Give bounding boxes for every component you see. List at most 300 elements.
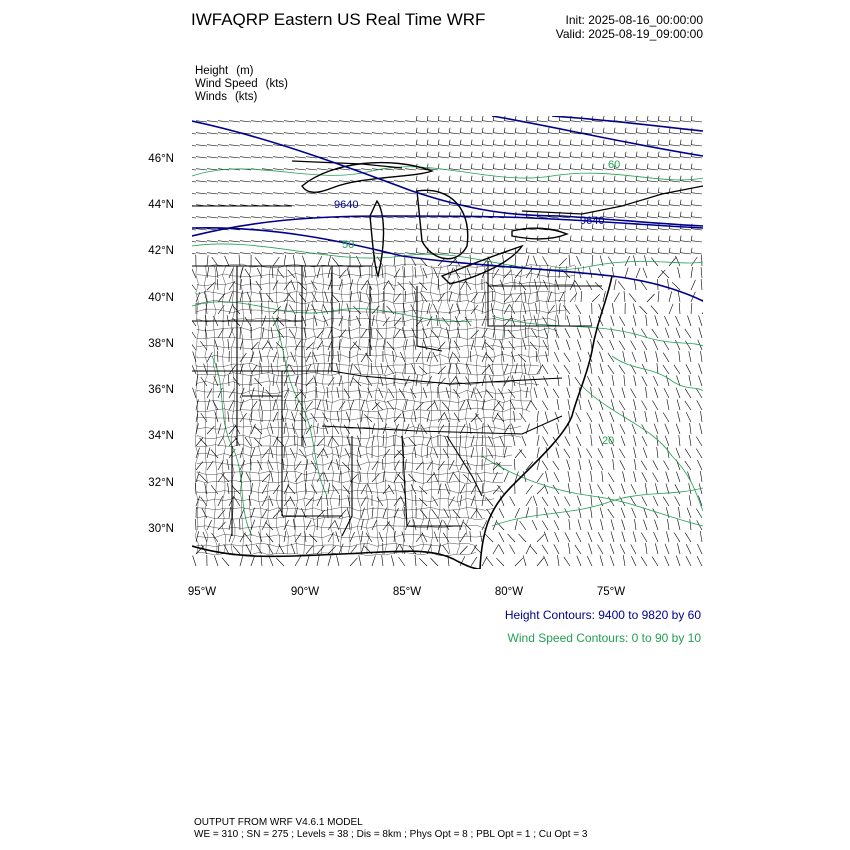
- lat-label-36n: 36°N: [148, 384, 174, 396]
- wind-barb-flag: [658, 116, 659, 121]
- wind-barb: [317, 121, 328, 122]
- wind-barb: [273, 133, 284, 134]
- wind-barb-flag: [416, 116, 417, 121]
- wind-barb: [592, 253, 603, 254]
- wind-barb: [618, 281, 625, 290]
- wind-barb: [460, 546, 468, 554]
- wind-barb: [548, 145, 559, 146]
- wind-barb: [642, 424, 647, 434]
- wind-barb: [537, 423, 538, 434]
- wind-barb: [667, 447, 669, 458]
- wind-barb: [317, 423, 318, 434]
- wind-barb: [299, 449, 306, 458]
- wind-barb: [228, 411, 229, 422]
- wind-barb-flag: [647, 200, 648, 205]
- wind-barb: [312, 292, 317, 302]
- wind-barb: [488, 448, 493, 458]
- wind-barb-flag: [515, 164, 516, 169]
- wind-barb: [400, 352, 405, 362]
- wind-barb: [654, 388, 658, 398]
- lon-label-95w: 95°W: [187, 586, 217, 598]
- wind-barb: [339, 253, 350, 254]
- wind-barb: [664, 461, 670, 471]
- wind-barb: [482, 253, 493, 254]
- wind-barb: [623, 351, 625, 362]
- wind-barb: [317, 519, 318, 530]
- wind-barb: [421, 425, 427, 434]
- wind-barb: [669, 253, 680, 254]
- wind-barb: [215, 340, 218, 351]
- wind-barb: [603, 133, 614, 134]
- wind-barb-flag: [449, 236, 450, 241]
- wind-barb-flag: [471, 224, 472, 229]
- wind-barb: [624, 291, 625, 302]
- wind-barb: [493, 157, 504, 158]
- wind-barb: [625, 253, 636, 254]
- wind-barb: [482, 229, 493, 230]
- wind-barb-flag: [416, 140, 417, 145]
- wind-barb: [427, 474, 434, 482]
- wind-barb: [625, 157, 636, 158]
- wind-barb: [669, 205, 680, 206]
- wind-barb-flag: [592, 152, 593, 157]
- wind-barb: [273, 169, 284, 170]
- wind-barb: [192, 229, 196, 230]
- wind-barb: [700, 423, 703, 434]
- wind-barb-flag: [691, 164, 692, 169]
- wind-barb: [317, 169, 328, 170]
- wind-barb: [500, 436, 504, 446]
- wind-barb: [569, 255, 570, 266]
- wind-barb-flag: [504, 224, 505, 229]
- wind-barb: [676, 388, 680, 398]
- wind-barb-flag: [460, 248, 461, 253]
- wind-barb: [686, 556, 691, 566]
- wind-barb: [317, 193, 328, 194]
- wind-barb: [438, 157, 449, 158]
- wind-barb: [678, 291, 680, 302]
- wind-barb: [591, 471, 593, 482]
- wind-barb: [306, 241, 317, 242]
- wind-barb-flag: [427, 236, 428, 241]
- wind-barb: [192, 157, 196, 158]
- wind-barb: [394, 133, 405, 134]
- wind-barb: [273, 375, 274, 386]
- wind-barb: [337, 411, 339, 422]
- wind-barb: [449, 133, 460, 134]
- wind-barb: [542, 545, 548, 554]
- wind-barb: [302, 256, 306, 266]
- wind-barb: [306, 378, 313, 386]
- county-line: [197, 408, 530, 412]
- wind-barb: [361, 253, 372, 254]
- wind-barb: [414, 411, 416, 422]
- wind-barb: [276, 558, 284, 566]
- wind-barb-flag: [592, 176, 593, 181]
- wind-barb: [603, 241, 614, 242]
- wind-barb: [603, 205, 614, 206]
- wind-barb-flag: [680, 248, 681, 253]
- wind-barb-flag: [691, 236, 692, 241]
- wind-barb: [499, 544, 504, 554]
- wind-barb-flag: [647, 248, 648, 253]
- wind-barb: [486, 557, 493, 566]
- wind-barb: [228, 339, 229, 350]
- wind-barb: [608, 353, 614, 362]
- wind-barb: [339, 157, 350, 158]
- wind-barb: [590, 423, 592, 434]
- wind-barb: [306, 401, 313, 410]
- wind-barb: [394, 169, 405, 170]
- wind-barb: [591, 495, 592, 506]
- wind-barb: [686, 364, 691, 374]
- county-line: [456, 266, 460, 554]
- wind-barb-flag: [438, 248, 439, 253]
- wind-barb: [471, 181, 482, 182]
- wind-barb: [691, 133, 702, 134]
- wind-barb: [339, 471, 341, 482]
- wind-barb: [284, 121, 295, 122]
- wind-barb: [328, 533, 334, 543]
- wind-barb: [432, 497, 438, 507]
- wind-barb: [554, 520, 559, 530]
- wind-barb: [317, 205, 328, 206]
- wind-barb: [222, 474, 229, 482]
- wind-barb: [679, 303, 680, 314]
- wind-barb-flag: [537, 140, 538, 145]
- wind-barb: [515, 241, 526, 242]
- wind-barb: [568, 471, 570, 482]
- field-height: [195, 65, 254, 77]
- wind-barb: [536, 303, 538, 314]
- wind-barb: [218, 437, 224, 447]
- wind-barb: [350, 363, 352, 374]
- wind-barb: [434, 472, 438, 482]
- wind-barb: [293, 519, 295, 530]
- wind-barb: [581, 229, 592, 230]
- wind-barb: [610, 544, 614, 554]
- wind-barb: [240, 339, 243, 350]
- speed-contour-label: 50: [342, 239, 355, 251]
- wind-barb-flag: [471, 188, 472, 193]
- wind-barb: [658, 291, 659, 302]
- wind-barb: [211, 450, 218, 458]
- wind-barb: [537, 473, 543, 482]
- wind-barb: [526, 181, 537, 182]
- wind-barb-flag: [460, 236, 461, 241]
- wind-barb: [240, 217, 251, 218]
- wind-barb-flag: [548, 188, 549, 193]
- wind-barb: [471, 340, 474, 351]
- wind-barb: [372, 556, 375, 567]
- wind-barb: [268, 544, 273, 554]
- wind-barb: [668, 519, 670, 530]
- wind-barb: [207, 388, 212, 398]
- wind-barb: [515, 145, 526, 146]
- wind-barb-flag: [537, 152, 538, 157]
- wind-barb: [251, 253, 262, 254]
- wind-barb: [337, 555, 340, 566]
- wind-barb: [678, 519, 681, 530]
- wind-barb: [240, 193, 251, 194]
- wind-barb: [284, 181, 295, 182]
- wind-barb-flag: [548, 200, 549, 205]
- wind-barb: [471, 241, 482, 242]
- wind-barb-flag: [460, 128, 461, 133]
- wind-barb: [555, 340, 559, 350]
- wind-barb: [631, 556, 636, 566]
- wind-barb-flag: [581, 188, 582, 193]
- wind-barb: [610, 388, 614, 398]
- wind-barb-flag: [680, 200, 681, 205]
- wind-barb-flag: [614, 248, 615, 253]
- wind-barb: [701, 267, 702, 278]
- wind-barb: [565, 497, 571, 507]
- wind-barb: [543, 437, 549, 447]
- wind-barb: [422, 532, 427, 542]
- wind-barb: [405, 459, 406, 470]
- wind-barb: [427, 376, 432, 386]
- wind-barb-flag: [691, 200, 692, 205]
- wind-barb-flag: [680, 236, 681, 241]
- wind-barb: [317, 181, 328, 182]
- wind-barb: [251, 241, 262, 242]
- wind-barb: [234, 497, 240, 506]
- wind-barb: [295, 376, 298, 387]
- wind-barb: [403, 411, 406, 422]
- wind-barb: [579, 399, 581, 410]
- lat-label-32n: 32°N: [148, 477, 174, 489]
- height-contour-label: 9640: [334, 199, 359, 211]
- wind-barb-flag: [548, 152, 549, 157]
- wind-barb: [262, 145, 273, 146]
- wind-barb: [677, 399, 680, 410]
- wind-barb: [610, 412, 614, 422]
- wind-barb: [610, 340, 615, 350]
- wind-barb: [254, 426, 262, 434]
- wind-barb: [559, 253, 570, 254]
- wind-barb: [460, 121, 471, 122]
- wind-barb: [427, 205, 438, 206]
- wind-barb: [306, 303, 309, 314]
- wind-barb: [218, 496, 223, 506]
- wind-barb: [328, 255, 331, 266]
- wind-barb: [317, 400, 321, 410]
- wind-barb: [332, 437, 339, 446]
- wind-barb: [614, 293, 620, 303]
- wind-speed-contour-legend: Wind Speed Contours: 0 to 90 by 10: [507, 631, 701, 645]
- wind-barb: [273, 280, 278, 290]
- wind-barb: [680, 145, 691, 146]
- wind-barb: [361, 497, 367, 507]
- wind-barb: [317, 363, 318, 374]
- wind-barb-flag: [515, 200, 516, 205]
- wind-barb: [419, 498, 427, 506]
- wind-barb: [383, 121, 394, 122]
- lat-label-46n: 46°N: [148, 153, 174, 165]
- wind-barb: [313, 352, 317, 362]
- wind-barb-flag: [449, 152, 450, 157]
- wind-barb: [379, 388, 383, 398]
- wind-barb: [526, 400, 531, 410]
- field-wind-speed-name: Wind Speed: [195, 78, 258, 90]
- wind-barb: [405, 424, 409, 434]
- wind-barb: [608, 473, 614, 482]
- wind-barb: [212, 257, 218, 266]
- wind-barb: [701, 411, 703, 422]
- wind-barb: [394, 181, 405, 182]
- wind-barb-flag: [460, 164, 461, 169]
- wind-barb: [471, 435, 474, 446]
- wind-barb: [496, 462, 504, 470]
- wind-barb: [361, 121, 372, 122]
- wind-barb: [608, 365, 614, 374]
- wind-barb-flag: [471, 164, 472, 169]
- wind-barb: [333, 425, 339, 434]
- wind-barb: [229, 281, 235, 290]
- wind-barb: [658, 253, 669, 254]
- wind-barb: [460, 229, 471, 230]
- wind-barb: [383, 145, 394, 146]
- wind-barb: [405, 520, 410, 530]
- wind-barb: [218, 157, 229, 158]
- wind-barb-flag: [603, 140, 604, 145]
- wind-barb: [632, 328, 636, 338]
- wind-barb: [222, 558, 229, 566]
- wind-barb: [233, 546, 240, 554]
- height-contour-label: 9640: [580, 215, 605, 227]
- wind-barb: [510, 545, 516, 555]
- wind-barb: [482, 193, 493, 194]
- wind-barb: [614, 229, 625, 230]
- wind-barb: [269, 496, 273, 506]
- wind-barb: [590, 267, 593, 278]
- wind-barb: [611, 316, 614, 327]
- wind-barb-flag: [416, 248, 417, 253]
- wind-barb: [548, 253, 559, 254]
- wind-barb: [431, 558, 439, 566]
- wind-barb: [542, 425, 548, 434]
- wind-barb: [229, 241, 240, 242]
- wind-barb: [686, 412, 691, 422]
- wind-barb: [600, 352, 604, 362]
- wind-barb: [636, 217, 647, 218]
- wind-barb: [669, 304, 673, 314]
- wind-barb-flag: [438, 236, 439, 241]
- wind-barb-flag: [570, 164, 571, 169]
- wind-barb: [567, 316, 570, 327]
- wind-barb: [504, 205, 515, 206]
- wind-barb: [680, 241, 691, 242]
- wind-barb: [603, 157, 614, 158]
- wind-barb: [449, 145, 460, 146]
- wind-barb-flag: [570, 200, 571, 205]
- wind-barb: [663, 353, 669, 362]
- wind-barb: [192, 133, 196, 134]
- wind-barb: [591, 435, 592, 446]
- wind-barb: [251, 448, 255, 458]
- wind-barb-flag: [482, 140, 483, 145]
- wind-barb: [207, 399, 210, 410]
- wind-barb: [525, 291, 527, 302]
- wind-barb: [581, 145, 592, 146]
- wind-barb: [581, 121, 592, 122]
- wind-barb: [598, 448, 603, 458]
- wind-barb: [700, 531, 702, 542]
- wind-barb: [570, 169, 581, 170]
- county-line: [197, 489, 503, 493]
- wind-barb: [559, 145, 570, 146]
- wind-barb-flag: [460, 200, 461, 205]
- wind-barb: [548, 133, 559, 134]
- wind-barb: [603, 193, 614, 194]
- wind-barb: [217, 279, 218, 290]
- wind-barb: [514, 459, 515, 470]
- wind-barb: [328, 181, 339, 182]
- wind-barb: [577, 556, 581, 566]
- wind-barb: [576, 412, 581, 422]
- wind-barb: [577, 340, 581, 350]
- wind-barb: [383, 205, 394, 206]
- speed-contour-label: 60: [608, 159, 621, 171]
- wind-barb: [691, 217, 702, 218]
- wind-barb-flag: [647, 164, 648, 169]
- wind-barb: [685, 461, 691, 470]
- wind-barb: [442, 402, 449, 410]
- wind-barb: [657, 447, 658, 458]
- wind-barb: [619, 341, 625, 350]
- wind-barb: [588, 400, 592, 410]
- wind-barb: [542, 401, 548, 410]
- wind-barb: [526, 497, 532, 506]
- wind-barb: [289, 329, 295, 338]
- wind-barb: [537, 558, 544, 567]
- wind-barb: [251, 401, 257, 410]
- wind-barb: [245, 437, 251, 446]
- wind-barb-flag: [438, 200, 439, 205]
- wind-barb: [438, 181, 449, 182]
- wind-barb: [599, 424, 603, 434]
- wind-barb: [444, 412, 449, 422]
- wind-barb: [611, 399, 614, 410]
- wind-barb: [543, 340, 548, 350]
- wind-barb: [251, 181, 262, 182]
- wind-barb-flag: [658, 152, 659, 157]
- wind-barb: [570, 293, 577, 302]
- wind-barb: [229, 121, 240, 122]
- wind-barb: [592, 169, 603, 170]
- wind-barb: [669, 258, 676, 267]
- field-winds-name: Winds: [195, 91, 227, 103]
- wind-barb: [317, 268, 320, 279]
- lon-label-90w: 90°W: [290, 586, 320, 598]
- wind-barb: [482, 205, 493, 206]
- wind-barb: [676, 424, 680, 434]
- wind-barb: [636, 253, 647, 254]
- height-contour-legend: Height Contours: 9400 to 9820 by 60: [504, 608, 701, 622]
- wind-barb: [598, 485, 604, 495]
- wind-barb-flag: [493, 236, 494, 241]
- wind-barb: [515, 255, 516, 266]
- wind-barb: [609, 484, 614, 494]
- wind-barb: [678, 267, 680, 278]
- wind-barb-flag: [537, 128, 538, 133]
- wind-barb-flag: [526, 116, 527, 121]
- wind-barb: [196, 133, 207, 134]
- wind-barb: [262, 157, 273, 158]
- lat-label-40n: 40°N: [148, 292, 174, 304]
- wind-barb-flag: [625, 188, 626, 193]
